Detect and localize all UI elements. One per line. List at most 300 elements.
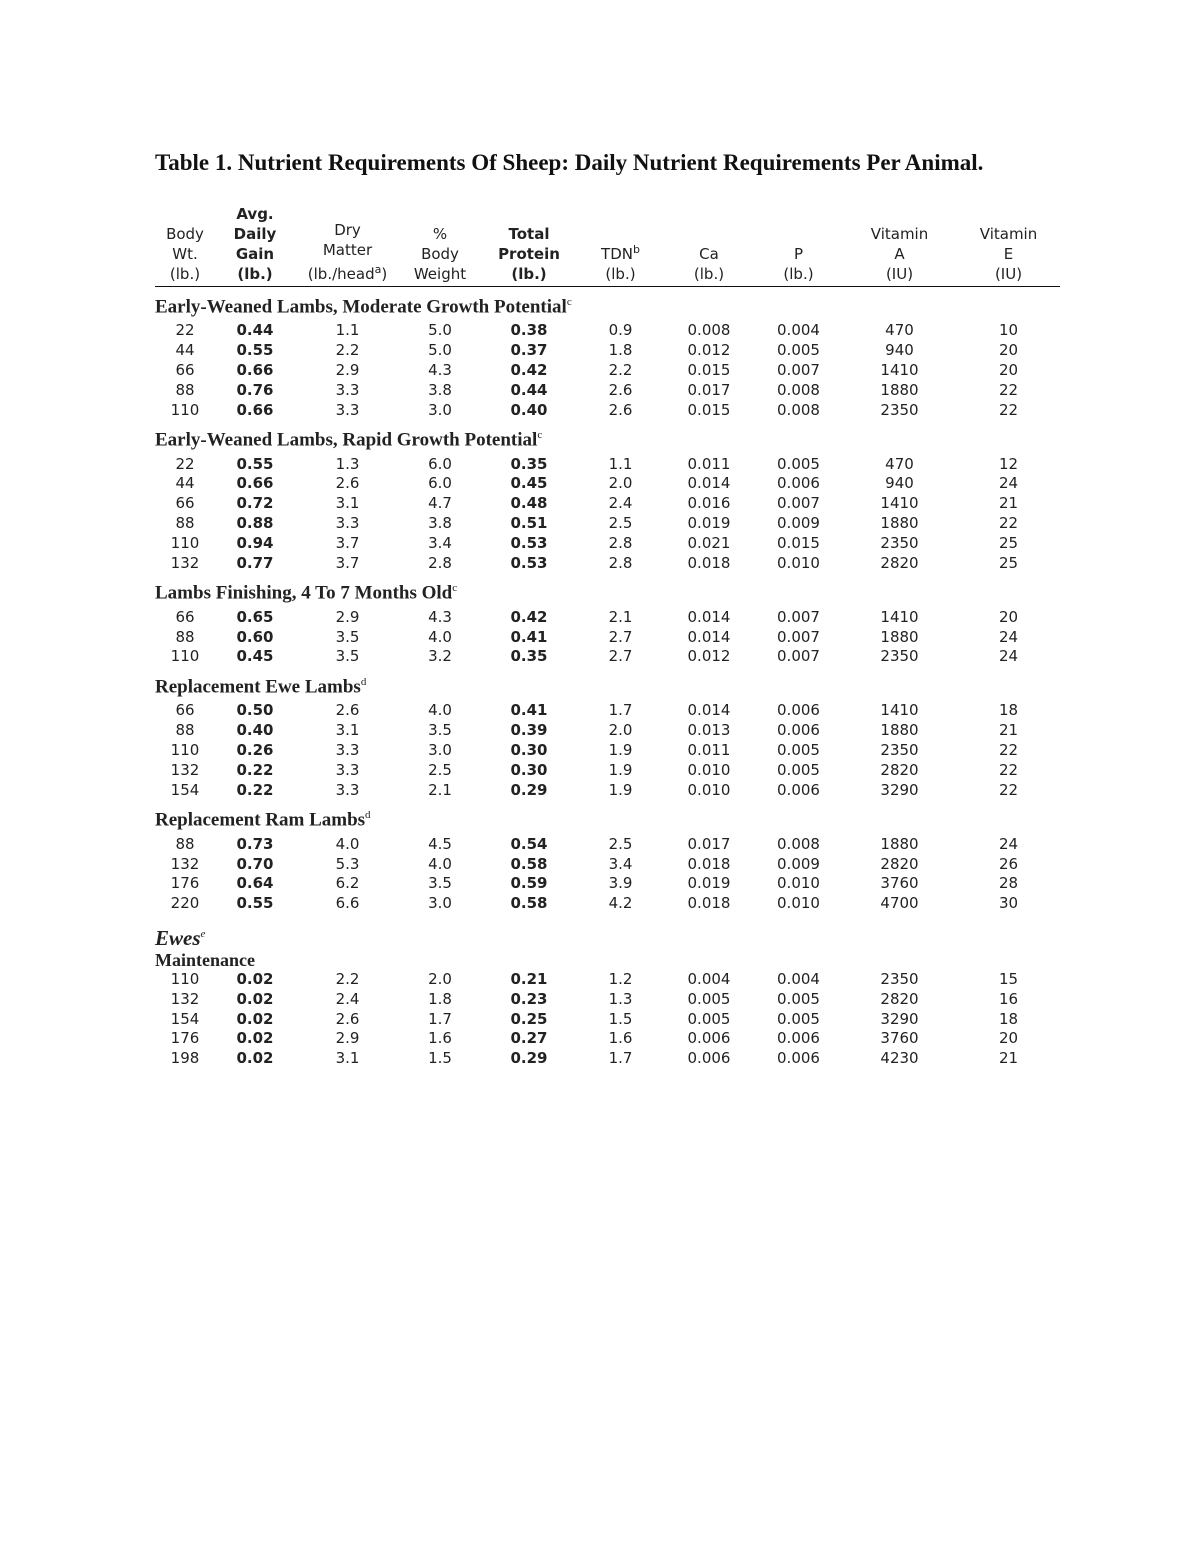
table-cell: 0.005 xyxy=(687,1009,731,1028)
column-header-line: P xyxy=(793,245,804,263)
table-cell: 0.010 xyxy=(777,553,820,572)
table-cell: 1.7 xyxy=(608,701,633,720)
column-header-line xyxy=(402,204,478,224)
table-cell: 4.3 xyxy=(428,360,452,379)
table-cell: 0.58 xyxy=(510,894,548,913)
table-cell: 1.7 xyxy=(608,1049,633,1068)
table-cell: 0.55 xyxy=(236,894,274,913)
column-header-line xyxy=(665,224,753,244)
table-cell: 0.02 xyxy=(236,1029,274,1048)
table-cell: 2.4 xyxy=(335,989,360,1008)
column-header-line: Wt. xyxy=(172,245,198,263)
table-row xyxy=(155,455,1060,475)
table-cell: 0.007 xyxy=(777,607,820,626)
table-cell: 2.6 xyxy=(608,400,633,419)
table-cell: 110 xyxy=(170,647,200,666)
table-cell: 0.016 xyxy=(687,494,731,513)
table-cell: 470 xyxy=(885,454,914,473)
column-header-line: Vitamin xyxy=(870,225,929,243)
table-cell: 88 xyxy=(175,834,195,853)
column-header-line xyxy=(157,204,213,224)
table-cell: 1.7 xyxy=(428,1009,452,1028)
table-cell: 16 xyxy=(998,989,1019,1008)
column-header-line: Weight xyxy=(413,265,467,283)
table-cell: 110 xyxy=(170,741,200,760)
table-cell: 0.35 xyxy=(510,647,548,666)
table-cell: 0.60 xyxy=(236,627,274,646)
table-cell: 1410 xyxy=(880,360,919,379)
table-cell: 2.6 xyxy=(335,701,360,720)
table-cell: 22 xyxy=(998,760,1019,779)
table-cell: 0.77 xyxy=(236,553,274,572)
table-cell: 0.30 xyxy=(510,741,548,760)
table-cell: 24 xyxy=(998,647,1019,666)
table-cell: 2350 xyxy=(880,647,919,666)
table-cell: 0.35 xyxy=(510,454,548,473)
table-cell: 3.3 xyxy=(335,380,360,399)
table-cell: 4.3 xyxy=(428,607,452,626)
table-cell: 154 xyxy=(170,1009,200,1028)
table-cell: 24 xyxy=(998,474,1019,493)
table-cell: 2.2 xyxy=(335,969,360,988)
table-row xyxy=(155,855,1060,875)
table-cell: 0.015 xyxy=(777,533,820,552)
table-cell: 4.0 xyxy=(335,834,360,853)
table-cell: 0.41 xyxy=(510,701,548,720)
table-cell: 1880 xyxy=(880,627,919,646)
section-header-row xyxy=(155,287,1060,322)
table-cell: 0.005 xyxy=(777,1009,820,1028)
table-row xyxy=(155,554,1060,574)
table-cell: 0.018 xyxy=(687,553,731,572)
table-cell: 0.30 xyxy=(510,760,548,779)
table-cell: 4.0 xyxy=(428,701,452,720)
table-cell: 0.22 xyxy=(236,780,274,799)
table-cell: 0.45 xyxy=(510,474,548,493)
table-cell: 4.2 xyxy=(608,894,633,913)
table-cell: 1.2 xyxy=(608,969,633,988)
table-cell: 0.013 xyxy=(687,721,731,740)
table-cell: 0.44 xyxy=(510,380,548,399)
table-cell: 2.0 xyxy=(428,969,452,988)
table-cell: 0.48 xyxy=(510,494,548,513)
table-cell: 66 xyxy=(175,360,195,379)
table-row xyxy=(155,894,1060,914)
table-cell: 110 xyxy=(170,533,200,552)
table-cell: 0.29 xyxy=(510,1049,548,1068)
table-row xyxy=(155,781,1060,801)
table-cell: 66 xyxy=(175,701,195,720)
table-cell: 3.9 xyxy=(608,874,633,893)
table-cell: 0.006 xyxy=(777,1029,820,1048)
table-cell: 3.2 xyxy=(428,647,452,666)
table-cell: 10 xyxy=(998,321,1019,340)
column-header-line xyxy=(757,204,840,224)
table-cell: 21 xyxy=(998,1049,1019,1068)
table-cell: 6.0 xyxy=(428,474,452,493)
section-label: Early-Weaned Lambs, Rapid Growth Potential$^c$ xyxy=(155,429,543,451)
table-cell: 0.019 xyxy=(687,874,731,893)
table-cell: 0.007 xyxy=(777,360,820,379)
table-cell: 18 xyxy=(998,701,1019,720)
table-cell: 0.005 xyxy=(777,989,820,1008)
table-cell: 88 xyxy=(175,514,195,533)
table-cell: 0.70 xyxy=(236,854,274,873)
table-cell: 12 xyxy=(998,454,1019,473)
table-cell: 0.009 xyxy=(777,854,820,873)
table-cell: 1880 xyxy=(880,721,919,740)
column-header-line xyxy=(665,204,753,224)
table-cell: 0.014 xyxy=(687,627,731,646)
table-cell: 2.9 xyxy=(335,360,360,379)
table-cell: 2820 xyxy=(880,854,919,873)
table-cell: 0.017 xyxy=(687,380,731,399)
table-cell: 2.5 xyxy=(608,834,633,853)
table-cell: 0.012 xyxy=(687,647,731,666)
table-cell: 1.5 xyxy=(428,1049,452,1068)
table-cell: 3.1 xyxy=(335,721,360,740)
table-cell: 2820 xyxy=(880,760,919,779)
table-cell: 0.010 xyxy=(777,894,820,913)
table-cell: 0.37 xyxy=(510,341,548,360)
table-cell: 22 xyxy=(175,454,195,473)
table-cell: 2350 xyxy=(880,533,919,552)
table-cell: 2.8 xyxy=(608,553,633,572)
section-header-row xyxy=(155,667,1060,701)
table-cell: 2.8 xyxy=(608,533,633,552)
table-row xyxy=(155,701,1060,721)
table-cell: 198 xyxy=(170,1049,200,1068)
section-label: Replacement Ewe Lambs$^d$ xyxy=(155,676,367,698)
table-cell: 3.0 xyxy=(428,741,452,760)
table-cell: 1.6 xyxy=(608,1029,633,1048)
table-cell: 0.44 xyxy=(236,321,274,340)
table-cell: 3.5 xyxy=(428,721,452,740)
table-cell: 2.9 xyxy=(335,1029,360,1048)
table-row xyxy=(155,628,1060,648)
table-cell: 0.26 xyxy=(236,741,274,760)
table-cell: 3.8 xyxy=(428,514,452,533)
table-cell: 3.0 xyxy=(428,400,452,419)
table-row xyxy=(155,494,1060,514)
table-cell: 3760 xyxy=(880,1029,919,1048)
table-cell: 110 xyxy=(170,969,200,988)
table-cell: 4.5 xyxy=(428,834,452,853)
table-cell: 1.8 xyxy=(608,341,633,360)
table-cell: 4700 xyxy=(880,894,919,913)
table-cell: 0.76 xyxy=(236,380,274,399)
table-cell: 0.005 xyxy=(777,760,820,779)
table-cell: 0.010 xyxy=(687,760,731,779)
table-cell: 1410 xyxy=(880,607,919,626)
table-cell: 3.3 xyxy=(335,780,360,799)
table-cell: 0.94 xyxy=(236,533,274,552)
table-cell: 0.008 xyxy=(777,834,820,853)
column-header-line xyxy=(959,204,1058,224)
table-cell: 3290 xyxy=(880,1009,919,1028)
table-cell: 940 xyxy=(885,474,914,493)
table-cell: 2.7 xyxy=(608,647,633,666)
table-cell: 1880 xyxy=(880,834,919,853)
column-header xyxy=(295,180,400,287)
column-header-line: Body xyxy=(421,245,459,263)
table-cell: 0.009 xyxy=(777,514,820,533)
table-cell: 6.6 xyxy=(335,894,360,913)
table-row xyxy=(155,361,1060,381)
table-cell: 26 xyxy=(998,854,1019,873)
table-cell: 0.02 xyxy=(236,1009,274,1028)
table-cell: 3.7 xyxy=(335,553,360,572)
table-cell: 66 xyxy=(175,607,195,626)
table-cell: 0.014 xyxy=(687,474,731,493)
table-cell: 132 xyxy=(170,989,200,1008)
table-cell: 3.5 xyxy=(335,627,360,646)
table-cell: 0.21 xyxy=(510,969,548,988)
table-cell: 0.005 xyxy=(777,341,820,360)
table-row xyxy=(155,321,1060,341)
table-cell: 20 xyxy=(998,360,1019,379)
table-cell: 0.72 xyxy=(236,494,274,513)
column-header xyxy=(480,180,578,287)
table-cell: 0.55 xyxy=(236,341,274,360)
table-cell: 0.021 xyxy=(687,533,731,552)
table-cell: 1.3 xyxy=(335,454,360,473)
table-cell: 0.54 xyxy=(510,834,548,853)
section-header-row xyxy=(155,573,1060,607)
table-cell: 0.004 xyxy=(777,321,820,340)
column-header xyxy=(400,180,480,287)
table-cell: 220 xyxy=(170,894,200,913)
column-header-line: (lb.) xyxy=(511,265,547,283)
column-header-line: Body xyxy=(166,225,204,243)
column-header-line: Matter xyxy=(322,241,373,259)
table-row xyxy=(155,835,1060,855)
column-header-line: Protein xyxy=(498,245,560,263)
table-cell: 1880 xyxy=(880,380,919,399)
column-header xyxy=(755,180,842,287)
table-cell: 0.02 xyxy=(236,969,274,988)
table-cell: 21 xyxy=(998,494,1019,513)
table-cell: 0.006 xyxy=(777,780,820,799)
table-cell: 0.011 xyxy=(687,741,731,760)
table-cell: 0.004 xyxy=(777,969,820,988)
table-cell: 0.02 xyxy=(236,989,274,1008)
column-header-line xyxy=(757,184,840,204)
table-header xyxy=(155,180,1060,287)
table-cell: 2.7 xyxy=(608,627,633,646)
table-cell: 0.9 xyxy=(608,321,633,340)
table-cell: 2.1 xyxy=(608,607,633,626)
section-label: Ewes$^e$ xyxy=(155,925,206,950)
table-cell: 4230 xyxy=(880,1049,919,1068)
table-cell: 0.006 xyxy=(777,701,820,720)
table-cell: 2350 xyxy=(880,969,919,988)
table-cell: 0.017 xyxy=(687,834,731,853)
column-header-line xyxy=(580,220,661,240)
section-label: Lambs Finishing, 4 To 7 Months Old$^c$ xyxy=(155,582,458,604)
section-header-row xyxy=(155,420,1060,454)
table-cell: 0.42 xyxy=(510,360,548,379)
table-cell: 88 xyxy=(175,380,195,399)
column-header-line: Total xyxy=(508,225,550,243)
table-cell: 2.8 xyxy=(428,553,452,572)
table-cell: 0.007 xyxy=(777,627,820,646)
document-page xyxy=(155,150,1060,1069)
table-cell: 0.42 xyxy=(510,607,548,626)
table-cell: 18 xyxy=(998,1009,1019,1028)
table-cell: 0.65 xyxy=(236,607,274,626)
table-cell: 0.006 xyxy=(687,1029,731,1048)
table-cell: 21 xyxy=(998,721,1019,740)
table-cell: 66 xyxy=(175,494,195,513)
table-cell: 0.23 xyxy=(510,989,548,1008)
table-cell: 0.007 xyxy=(777,494,820,513)
section-header-row xyxy=(155,800,1060,834)
table-cell: 22 xyxy=(998,780,1019,799)
table-cell: 2820 xyxy=(880,553,919,572)
table-cell: 6.2 xyxy=(335,874,360,893)
column-header xyxy=(663,180,755,287)
table-cell: 30 xyxy=(998,894,1019,913)
column-header xyxy=(215,180,295,287)
column-header-line: Daily xyxy=(233,225,277,243)
table-cell: 1410 xyxy=(880,701,919,720)
table-cell: 1.5 xyxy=(608,1009,633,1028)
section-header-row xyxy=(155,914,1060,950)
table-cell: 0.015 xyxy=(687,400,731,419)
column-header-line: (lb.) xyxy=(169,265,201,283)
section-label: Early-Weaned Lambs, Moderate Growth Potential$^c$ xyxy=(155,296,572,318)
table-cell: 24 xyxy=(998,834,1019,853)
table-body xyxy=(155,287,1060,1069)
table-cell: 1.9 xyxy=(608,780,633,799)
table-cell: 22 xyxy=(998,380,1019,399)
column-header-line: E xyxy=(1003,245,1014,263)
column-header-line: Gain xyxy=(235,245,275,263)
table-cell: 0.010 xyxy=(777,874,820,893)
column-header-line: Vitamin xyxy=(979,225,1038,243)
nutrient-table xyxy=(155,180,1060,1069)
table-cell: 0.02 xyxy=(236,1049,274,1068)
table-cell: 22 xyxy=(998,400,1019,419)
table-cell: 0.29 xyxy=(510,780,548,799)
column-header-line: % xyxy=(432,225,448,243)
table-cell: 0.006 xyxy=(777,474,820,493)
column-header-line xyxy=(665,184,753,204)
column-header-line: (lb.) xyxy=(783,265,814,283)
table-cell: 20 xyxy=(998,1029,1019,1048)
table-cell: 0.53 xyxy=(510,533,548,552)
column-header-line xyxy=(297,180,398,200)
table-cell: 1410 xyxy=(880,494,919,513)
table-cell: 4.0 xyxy=(428,854,452,873)
table-cell: 176 xyxy=(170,1029,200,1048)
table-cell: 1.9 xyxy=(608,760,633,779)
table-row xyxy=(155,874,1060,894)
column-header-line xyxy=(844,184,955,204)
table-cell: 0.010 xyxy=(687,780,731,799)
table-cell: 0.51 xyxy=(510,514,548,533)
column-header-line xyxy=(959,184,1058,204)
table-cell: 0.005 xyxy=(777,741,820,760)
table-cell: 0.40 xyxy=(510,400,548,419)
table-cell: 44 xyxy=(175,474,195,493)
table-cell: 15 xyxy=(998,969,1019,988)
table-cell: 3290 xyxy=(880,780,919,799)
table-cell: 88 xyxy=(175,721,195,740)
table-cell: 1.1 xyxy=(335,321,360,340)
table-cell: 5.3 xyxy=(335,854,360,873)
table-cell: 0.40 xyxy=(236,721,274,740)
table-cell: 0.66 xyxy=(236,400,274,419)
column-header-line xyxy=(844,204,955,224)
table-cell: 0.59 xyxy=(510,874,548,893)
table-cell: 0.004 xyxy=(687,969,731,988)
section-label: Replacement Ram Lambs$^d$ xyxy=(155,809,371,831)
table-title: Table 1. Nutrient Requirements Of Sheep: Daily Nutrient Requirements Per Animal. xyxy=(155,150,984,175)
table-cell: 5.0 xyxy=(428,321,452,340)
column-header-line: Ca xyxy=(699,245,719,263)
table-cell: 88 xyxy=(175,627,195,646)
table-cell: 3.3 xyxy=(335,741,360,760)
table-cell: 154 xyxy=(170,780,200,799)
header-row xyxy=(155,180,1060,287)
table-cell: 132 xyxy=(170,553,200,572)
table-row xyxy=(155,761,1060,781)
column-header-line xyxy=(157,184,213,204)
table-cell: 0.45 xyxy=(236,647,274,666)
table-cell: 2.2 xyxy=(335,341,360,360)
table-row xyxy=(155,1029,1060,1049)
table-cell: 1880 xyxy=(880,514,919,533)
table-cell: 2.2 xyxy=(608,360,633,379)
table-row xyxy=(155,534,1060,554)
column-header-line: Dry xyxy=(334,221,361,239)
table-cell: 0.014 xyxy=(687,701,731,720)
table-row xyxy=(155,401,1060,421)
column-header-line xyxy=(482,184,576,204)
table-cell: 22 xyxy=(998,741,1019,760)
table-cell: 20 xyxy=(998,341,1019,360)
table-cell: 2.5 xyxy=(608,514,633,533)
table-cell: 3.3 xyxy=(335,400,360,419)
column-header-line xyxy=(482,204,576,224)
column-header-line xyxy=(402,184,478,204)
table-cell: 2.0 xyxy=(608,721,633,740)
column-header-line: TDN$^b$ xyxy=(601,243,640,263)
table-row xyxy=(155,341,1060,361)
column-header-line: (lb.) xyxy=(693,265,725,283)
table-cell: 2.5 xyxy=(428,760,452,779)
column-header xyxy=(155,180,215,287)
table-cell: 0.22 xyxy=(236,760,274,779)
table-cell: 1.6 xyxy=(428,1029,452,1048)
column-header-line xyxy=(580,200,661,220)
table-cell: 0.019 xyxy=(687,514,731,533)
column-header-line xyxy=(297,200,398,220)
table-cell: 1.9 xyxy=(608,741,633,760)
column-header-line: (lb.) xyxy=(237,265,273,283)
table-cell: 0.58 xyxy=(510,854,548,873)
table-cell: 2.6 xyxy=(335,474,360,493)
table-cell: 0.011 xyxy=(687,454,731,473)
table-cell: 0.018 xyxy=(687,894,731,913)
column-header-line xyxy=(757,224,840,244)
table-cell: 4.0 xyxy=(428,627,452,646)
column-header-line: (lb./head$^a$) xyxy=(307,263,388,283)
column-header-line: (lb.) xyxy=(605,265,636,283)
table-cell: 0.66 xyxy=(236,360,274,379)
